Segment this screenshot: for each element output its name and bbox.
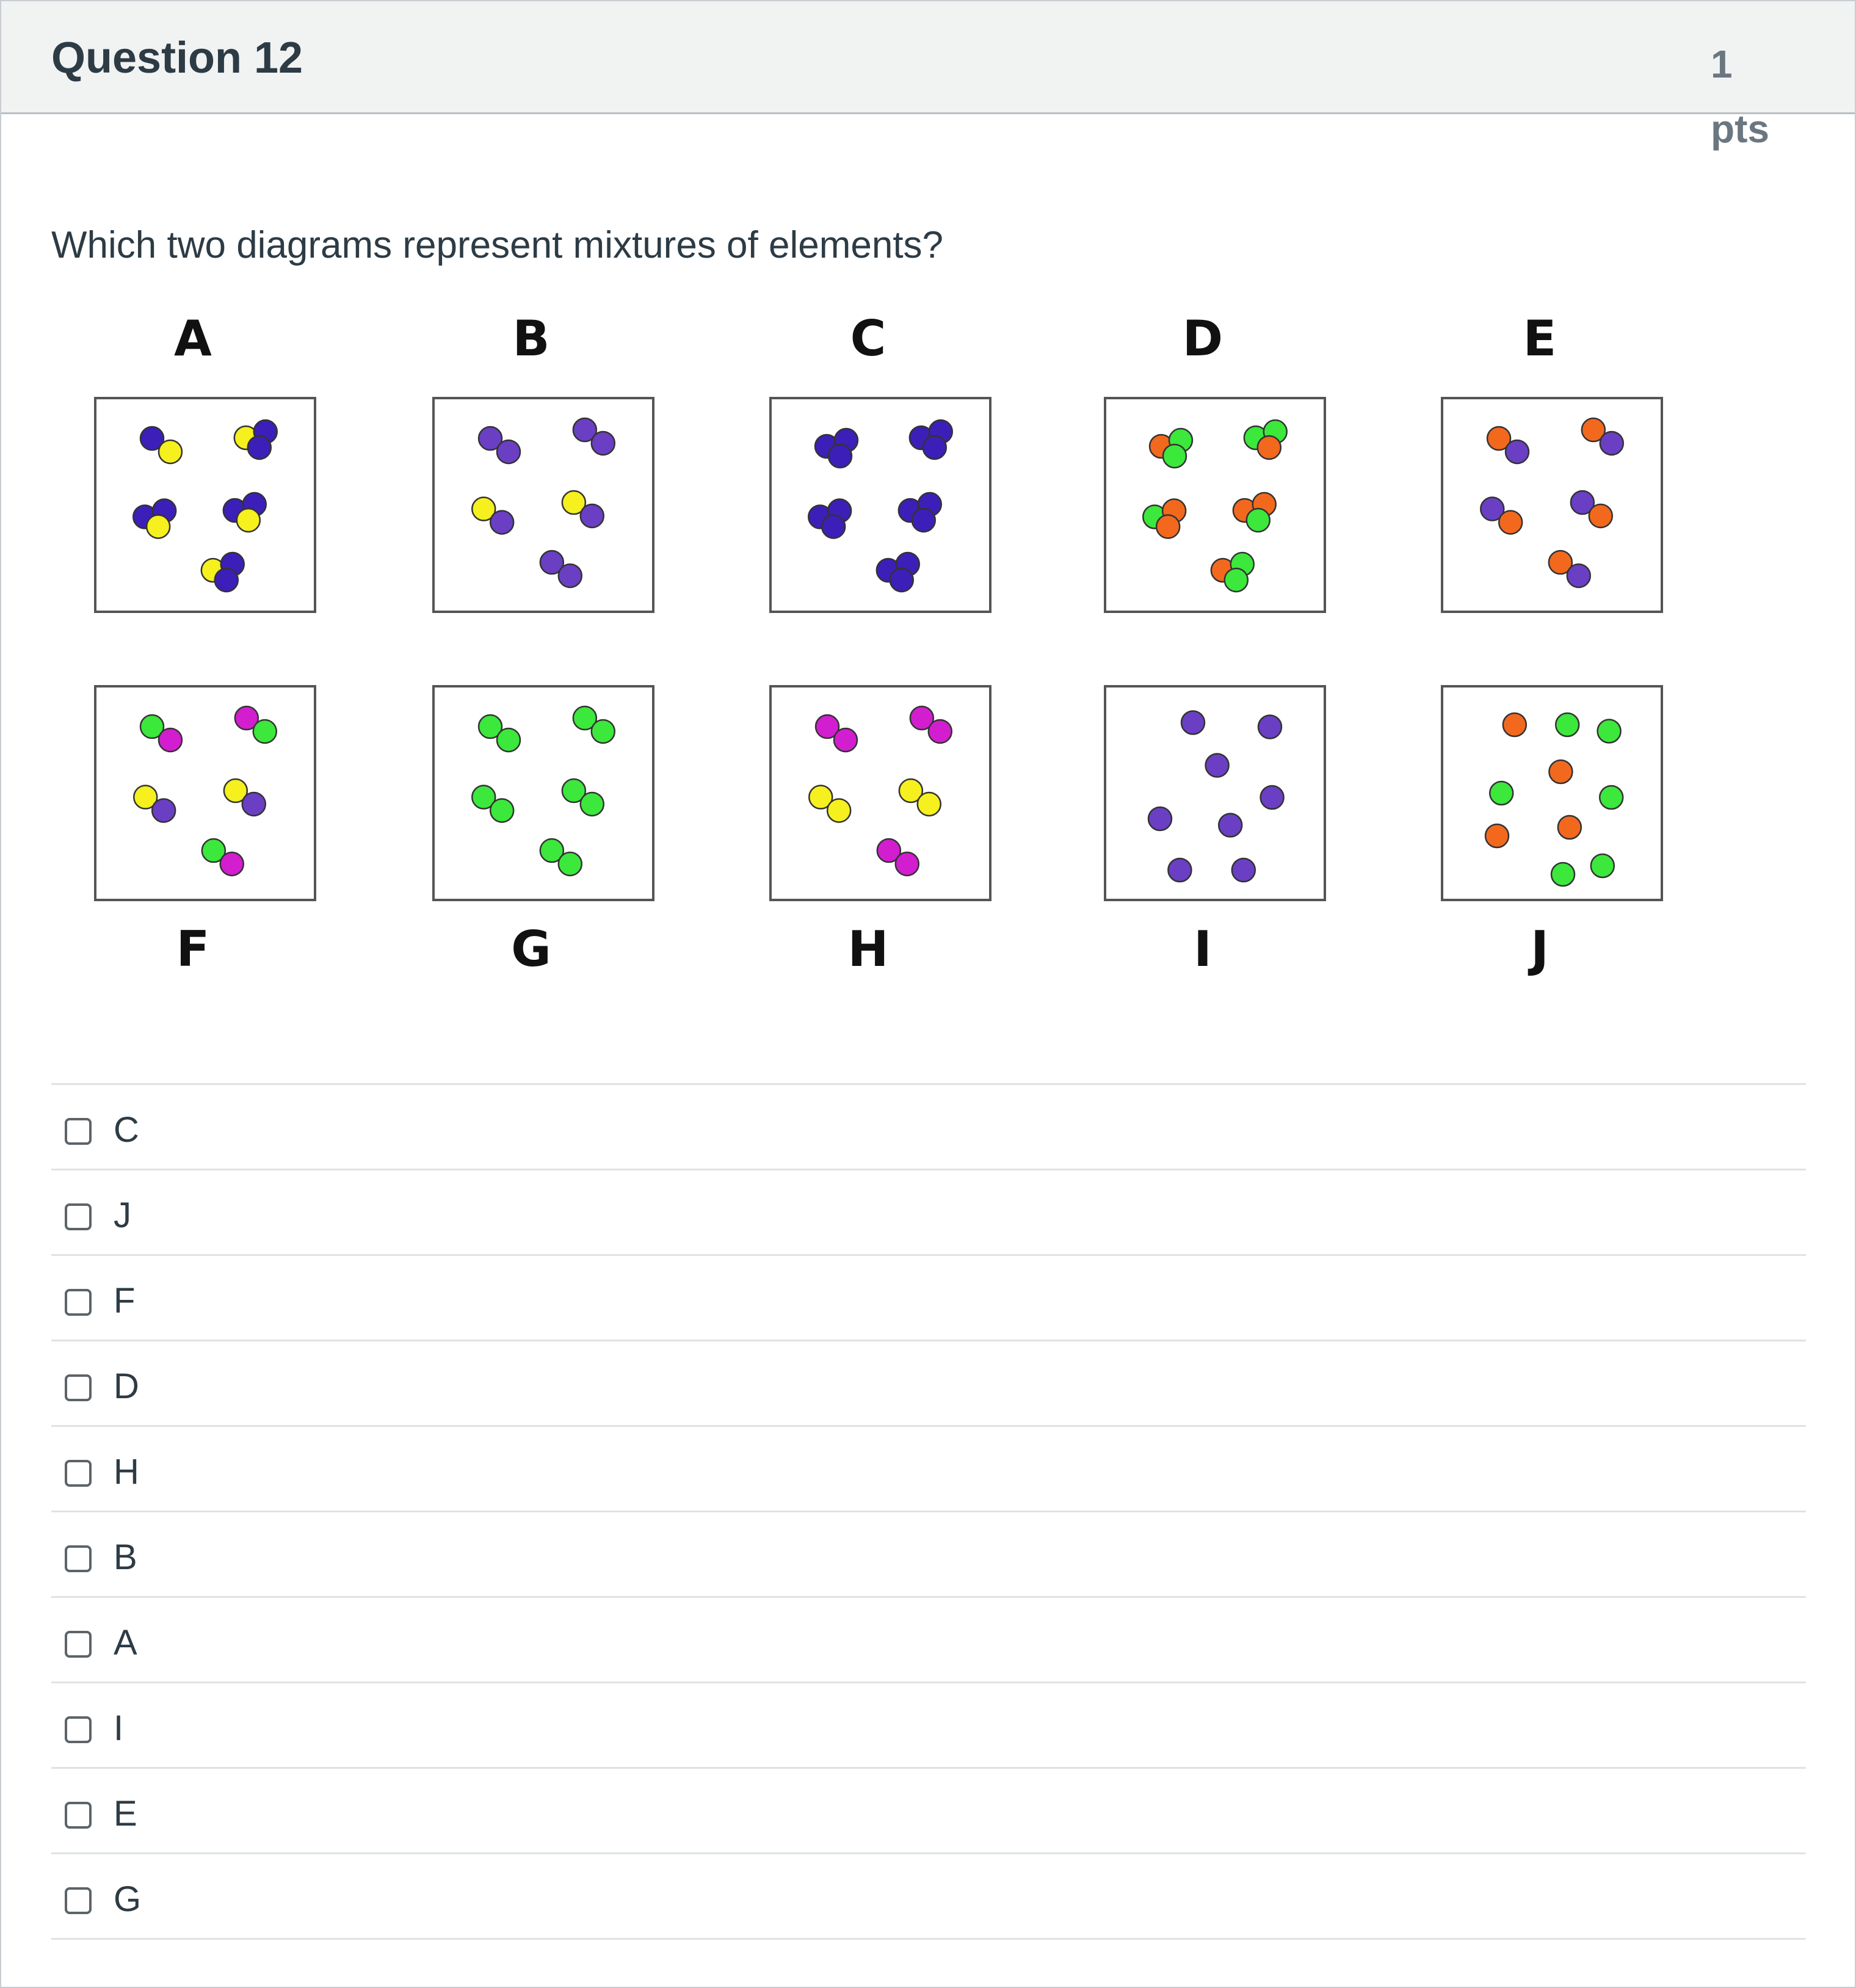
question-points: 1 pts <box>1711 42 1769 151</box>
atom-orange <box>1156 515 1180 538</box>
particle <box>1549 760 1572 783</box>
atom-green <box>490 799 513 822</box>
diagram-a <box>95 313 315 612</box>
particle <box>1258 716 1281 739</box>
diagram-box <box>433 686 653 900</box>
atom-yellow <box>237 509 260 532</box>
atom-magenta <box>929 720 952 743</box>
diagram-box <box>1442 686 1662 900</box>
diagram-label: E <box>1523 313 1557 367</box>
answer-option-f[interactable] <box>51 1256 1806 1341</box>
atom-green <box>1551 863 1575 886</box>
atom-green <box>253 720 277 743</box>
answer-label: J <box>114 1195 131 1235</box>
atom-magenta <box>896 852 919 876</box>
particle <box>1598 720 1621 743</box>
particle <box>1558 816 1581 839</box>
answer-option-c[interactable] <box>51 1085 1806 1170</box>
diagram-label: G <box>511 921 551 978</box>
answer-label: D <box>114 1366 139 1406</box>
atom-navy <box>822 515 845 538</box>
atom-yellow <box>147 515 170 538</box>
diagram-d <box>1105 313 1325 612</box>
atom-green <box>1598 720 1621 743</box>
particle <box>1181 711 1205 735</box>
answer-label: A <box>114 1623 137 1663</box>
atom-green <box>581 793 604 816</box>
diagram-b <box>433 313 653 612</box>
atom-magenta <box>159 728 182 752</box>
answer-option-g[interactable] <box>51 1854 1806 1940</box>
particle <box>1551 863 1575 886</box>
answer-checkbox[interactable] <box>65 1887 92 1914</box>
diagram-box <box>1105 686 1325 900</box>
diagram-label: A <box>174 313 212 367</box>
atom-green <box>1600 786 1623 809</box>
atom-purple <box>1232 858 1255 882</box>
atom-green <box>1163 444 1186 468</box>
atom-orange <box>1558 816 1581 839</box>
question-prompt: Which two diagrams represent mixtures of elements? <box>51 224 944 266</box>
answer-option-b[interactable] <box>51 1512 1806 1598</box>
answer-checkbox[interactable] <box>65 1460 92 1487</box>
answer-label: B <box>114 1537 137 1577</box>
atom-magenta <box>834 728 857 752</box>
atom-green <box>497 728 520 752</box>
answer-label: H <box>114 1452 139 1492</box>
particle <box>1503 713 1526 736</box>
particle <box>1485 824 1509 847</box>
particle <box>1261 786 1284 809</box>
atom-purple <box>1148 807 1172 830</box>
atom-magenta <box>220 852 244 876</box>
atom-green <box>1591 854 1614 877</box>
atom-purple <box>581 504 604 528</box>
atom-purple <box>1261 786 1284 809</box>
atom-purple <box>1506 440 1529 463</box>
diagram-label: D <box>1182 313 1223 367</box>
diagram-j <box>1442 686 1662 978</box>
answer-checkbox[interactable] <box>65 1802 92 1829</box>
atom-purple <box>1168 858 1191 882</box>
atom-purple <box>242 793 266 816</box>
diagram-f <box>95 686 315 978</box>
atom-navy <box>828 444 852 468</box>
atom-purple <box>1258 716 1281 739</box>
particle <box>1206 754 1229 777</box>
diagram-g <box>433 686 653 978</box>
answer-option-h[interactable] <box>51 1427 1806 1512</box>
atom-yellow <box>827 799 850 822</box>
particle <box>1232 858 1255 882</box>
atom-purple <box>497 440 520 463</box>
atom-purple <box>1600 432 1623 455</box>
atom-purple <box>152 799 175 822</box>
answer-checkbox[interactable] <box>65 1203 92 1230</box>
atom-green <box>1556 713 1579 736</box>
atom-purple <box>1181 711 1205 735</box>
atom-navy <box>890 568 913 592</box>
atom-green <box>1225 568 1248 592</box>
diagram-label: H <box>847 921 889 978</box>
answer-label: C <box>114 1110 139 1150</box>
diagram-label: F <box>176 921 210 978</box>
diagram-box <box>1442 398 1662 612</box>
answer-checkbox[interactable] <box>65 1716 92 1743</box>
answer-checkbox[interactable] <box>65 1374 92 1401</box>
answer-option-e[interactable] <box>51 1769 1806 1854</box>
answer-checkbox[interactable] <box>65 1631 92 1658</box>
answer-label: E <box>114 1794 137 1834</box>
atom-navy <box>923 436 946 459</box>
answer-option-j[interactable] <box>51 1170 1806 1256</box>
answer-checkbox[interactable] <box>65 1545 92 1572</box>
diagram-h <box>770 686 990 978</box>
atom-yellow <box>159 440 182 463</box>
atom-orange <box>1499 510 1522 534</box>
answer-list <box>51 1083 1806 1940</box>
diagram-label: B <box>512 313 550 367</box>
answer-option-i[interactable] <box>51 1683 1806 1769</box>
atom-purple <box>1567 564 1590 587</box>
diagrams-image <box>87 313 1686 1021</box>
particle <box>1556 713 1579 736</box>
diagram-label: I <box>1194 921 1212 978</box>
atom-purple <box>490 510 513 534</box>
answer-checkbox[interactable] <box>65 1118 92 1145</box>
question-title: Question 12 <box>51 34 303 82</box>
atom-orange <box>1503 713 1526 736</box>
answer-option-a[interactable] <box>51 1598 1806 1683</box>
answer-label: G <box>114 1879 142 1919</box>
answer-option-d[interactable] <box>51 1341 1806 1427</box>
diagrams-figure <box>87 313 1686 1021</box>
particle <box>1148 807 1172 830</box>
question-header <box>1 1 1855 151</box>
atom-green <box>1490 782 1513 805</box>
diagram-e <box>1442 313 1662 612</box>
particle <box>1600 786 1623 809</box>
atom-purple <box>1206 754 1229 777</box>
atom-purple <box>1219 814 1242 837</box>
diagram-box <box>433 398 653 612</box>
answer-checkbox[interactable] <box>65 1289 92 1316</box>
atom-purple <box>592 432 615 455</box>
particle <box>1219 814 1242 837</box>
diagram-box <box>770 686 990 900</box>
answer-label: F <box>114 1281 136 1321</box>
atom-orange <box>1549 760 1572 783</box>
atom-orange <box>1258 436 1281 459</box>
atom-orange <box>1485 824 1509 847</box>
particle <box>1490 782 1513 805</box>
atom-orange <box>1589 504 1612 528</box>
atom-navy <box>215 568 238 592</box>
atom-yellow <box>918 793 941 816</box>
diagram-label: J <box>1531 921 1549 978</box>
atom-navy <box>248 436 271 459</box>
atom-green <box>592 720 615 743</box>
atom-purple <box>559 564 582 587</box>
atom-green <box>559 852 582 876</box>
diagram-c <box>770 313 990 612</box>
answer-label: I <box>114 1708 124 1748</box>
diagram-i <box>1105 686 1325 978</box>
particle <box>1591 854 1614 877</box>
particle <box>1168 858 1191 882</box>
diagram-label: C <box>850 313 886 367</box>
diagram-box <box>95 686 315 900</box>
atom-green <box>1247 509 1270 532</box>
atom-navy <box>912 509 935 532</box>
